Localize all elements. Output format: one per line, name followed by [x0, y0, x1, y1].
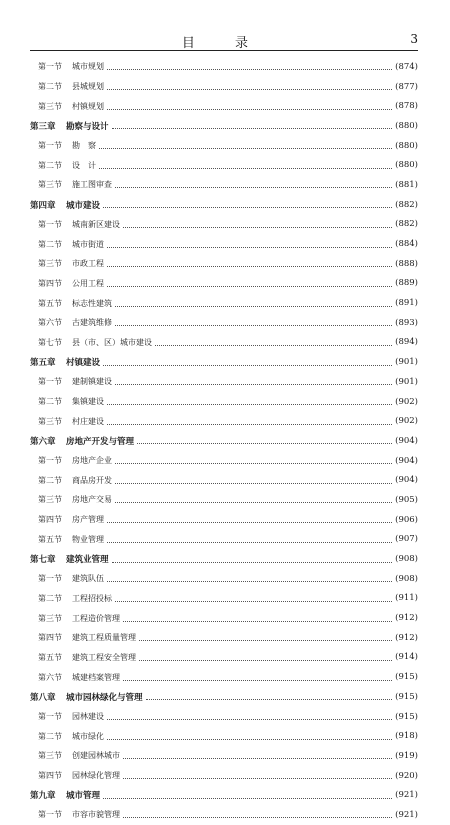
dot-leader	[115, 325, 392, 326]
toc-chapter-entry	[30, 549, 418, 569]
toc-entry-title: 勘 察	[72, 141, 96, 151]
toc-entry-page: (906)	[395, 514, 418, 525]
toc-entry-number: 第一节	[38, 456, 62, 466]
toc-section-entry	[30, 746, 418, 766]
dot-leader	[115, 187, 392, 188]
toc-entry-number: 第五节	[38, 534, 62, 544]
toc-entry-title: 城市街道	[72, 239, 104, 249]
toc-entry-title: 城市规划	[72, 62, 104, 72]
toc-entry-number: 第五节	[38, 652, 62, 662]
dot-leader	[103, 365, 392, 366]
toc-section-entry	[30, 96, 418, 116]
toc-entry-page: (921)	[395, 809, 418, 820]
toc-entry-number: 第二节	[38, 82, 62, 92]
toc-entry-page: (904)	[395, 435, 418, 446]
toc-entry-page: (911)	[395, 593, 418, 604]
toc-entry-number: 第二节	[38, 160, 62, 170]
toc-entry-page: (878)	[395, 101, 418, 112]
toc-section-entry	[30, 726, 418, 746]
toc-entry-title: 古建筑维修	[72, 318, 112, 328]
toc-entry-label	[30, 691, 143, 703]
dot-leader	[155, 345, 392, 346]
toc-entry-label	[30, 475, 112, 486]
toc-section-entry	[30, 707, 418, 727]
toc-section-entry	[30, 254, 418, 274]
toc-entry-title: 房地产开发与管理	[66, 436, 135, 447]
toc-entry-title: 工程造价管理	[72, 613, 120, 623]
toc-entry-title: 城建档案管理	[72, 672, 120, 682]
toc-entry-label	[30, 179, 112, 190]
toc-entry-page: (880)	[395, 140, 418, 151]
toc-section-entry	[30, 411, 418, 431]
toc-entry-page: (904)	[395, 475, 418, 486]
toc-section-entry	[30, 766, 418, 786]
toc-entry-label	[30, 298, 112, 309]
toc-section-entry	[30, 589, 418, 609]
toc-entry-label	[30, 120, 109, 132]
toc-entry-label	[30, 101, 104, 112]
toc-entry-number: 第一节	[38, 141, 62, 151]
toc-entry-page: (905)	[395, 494, 418, 505]
toc-entry-number: 第三节	[38, 495, 62, 505]
toc-entry-label	[30, 416, 104, 427]
dot-leader	[107, 719, 392, 720]
toc-entry-page: (918)	[395, 731, 418, 742]
toc-section-entry	[30, 333, 418, 353]
dot-leader	[107, 89, 392, 90]
toc-entry-title: 建筑工程质量管理	[72, 633, 136, 643]
toc-chapter-entry	[30, 785, 418, 805]
dot-leader	[107, 739, 392, 740]
toc-section-entry	[30, 490, 418, 510]
toc-entry-page: (912)	[395, 632, 418, 643]
toc-section-entry	[30, 372, 418, 392]
toc-entry-label	[30, 356, 100, 368]
toc-entry-page: (907)	[395, 534, 418, 545]
toc-entry-page: (874)	[395, 61, 418, 72]
dot-leader	[115, 463, 392, 464]
toc-chapter-entry	[30, 687, 418, 707]
toc-entry-title: 房地产企业	[72, 456, 112, 466]
toc-section-entry	[30, 155, 418, 175]
toc-entry-title: 村庄建设	[72, 416, 104, 426]
toc-entry-page: (877)	[395, 81, 418, 92]
dot-leader	[103, 207, 392, 208]
dot-leader	[107, 69, 392, 70]
dot-leader	[99, 168, 392, 169]
toc-entry-page: (908)	[395, 554, 418, 565]
toc-entry-label	[30, 337, 152, 348]
dot-leader	[112, 128, 393, 129]
toc-entry-page: (915)	[395, 711, 418, 722]
header-rule	[30, 50, 418, 51]
dot-leader	[115, 483, 392, 484]
dot-leader	[107, 522, 392, 523]
toc-entry-number: 第三章	[30, 121, 56, 132]
toc-entry-label	[30, 317, 112, 328]
dot-leader	[146, 699, 393, 700]
toc-entry-label	[30, 809, 120, 820]
toc-entry-number: 第二节	[38, 731, 62, 741]
dot-leader	[112, 562, 393, 563]
toc-entry-number: 第七节	[38, 337, 62, 347]
toc-entry-number: 第三节	[38, 101, 62, 111]
toc-entry-page: (919)	[395, 750, 418, 761]
toc-entry-number: 第六章	[30, 436, 56, 447]
toc-entry-number: 第四章	[30, 200, 56, 211]
toc-section-entry	[30, 392, 418, 412]
toc-entry-number: 第五章	[30, 358, 56, 369]
toc-entry-number: 第九章	[30, 791, 56, 802]
toc-chapter-entry	[30, 116, 418, 136]
toc-entry-title: 市容市貌管理	[72, 810, 120, 820]
toc-entry-title: 房地产交易	[72, 495, 112, 505]
toc-entry-title: 城市建设	[66, 200, 101, 211]
toc-entry-number: 第六节	[38, 318, 62, 328]
dot-leader	[123, 758, 392, 759]
toc-entry-title: 村镇规划	[72, 101, 104, 111]
toc-entry-label	[30, 239, 104, 250]
toc-entry-number: 第六节	[38, 672, 62, 682]
dot-leader	[107, 542, 392, 543]
toc-entry-title: 城市园林绿化与管理	[66, 692, 143, 703]
toc-entry-label	[30, 731, 104, 742]
toc-entry-page: (912)	[395, 613, 418, 624]
toc-entry-label	[30, 81, 104, 92]
toc-entry-page: (901)	[395, 376, 418, 387]
toc-entry-label	[30, 553, 109, 565]
toc-entry-number: 第三节	[38, 180, 62, 190]
toc-entry-label	[30, 160, 96, 171]
toc-entry-number: 第一节	[38, 219, 62, 229]
toc-entry-number: 第三节	[38, 613, 62, 623]
toc-entry-label	[30, 672, 120, 683]
toc-entry-number: 第七章	[30, 555, 56, 566]
toc-entry-number: 第四节	[38, 278, 62, 288]
toc-entry-title: 物业管理	[72, 534, 104, 544]
toc-section-entry	[30, 530, 418, 550]
toc-entry-page: (902)	[395, 416, 418, 427]
dot-leader	[107, 247, 392, 248]
dot-leader	[107, 286, 392, 287]
toc-entry-title: 工程招投标	[72, 593, 112, 603]
toc-entry-number: 第一节	[38, 574, 62, 584]
dot-leader	[115, 601, 392, 602]
dot-leader	[99, 148, 392, 149]
toc-entry-label	[30, 613, 120, 624]
toc-section-entry	[30, 136, 418, 156]
toc-entry-title: 市政工程	[72, 259, 104, 269]
toc-entry-title: 园林建设	[72, 712, 104, 722]
toc-entry-title: 建筑工程安全管理	[72, 652, 136, 662]
toc-entry-label	[30, 573, 104, 584]
toc-entry-title: 县（市、区）城市建设	[72, 337, 152, 347]
toc-entry-page: (880)	[395, 160, 418, 171]
toc-entry-title: 集镇建设	[72, 397, 104, 407]
toc-entry-label	[30, 258, 104, 269]
toc-entry-title: 设 计	[72, 160, 96, 170]
toc-entry-title: 创建园林城市	[72, 751, 120, 761]
toc-chapter-entry	[30, 195, 418, 215]
toc-entry-number: 第五节	[38, 298, 62, 308]
dot-leader	[115, 306, 392, 307]
toc-entry-number: 第二节	[38, 475, 62, 485]
toc-entry-page: (880)	[395, 120, 418, 131]
toc-entry-label	[30, 770, 120, 781]
toc-entry-number: 第四节	[38, 515, 62, 525]
dot-leader	[123, 817, 392, 818]
toc-section-entry	[30, 569, 418, 589]
toc-entry-title: 建筑队伍	[72, 574, 104, 584]
toc-section-entry	[30, 805, 418, 825]
toc-entry-label	[30, 455, 112, 466]
toc-section-entry	[30, 293, 418, 313]
toc-section-entry	[30, 274, 418, 294]
toc-entry-page: (882)	[395, 219, 418, 230]
toc-entry-page: (884)	[395, 239, 418, 250]
dot-leader	[123, 621, 392, 622]
dot-leader	[139, 660, 392, 661]
toc-entry-label	[30, 652, 136, 663]
toc-entry-page: (894)	[395, 337, 418, 348]
toc-section-entry	[30, 57, 418, 77]
toc-entry-page: (904)	[395, 455, 418, 466]
toc-entry-page: (881)	[395, 179, 418, 190]
dot-leader	[107, 404, 392, 405]
toc-entry-title: 公用工程	[72, 278, 104, 288]
toc-entry-title: 商品房开发	[72, 475, 112, 485]
toc-entry-page: (908)	[395, 573, 418, 584]
toc-entry-label	[30, 632, 136, 643]
toc-entry-number: 第八章	[30, 692, 56, 703]
toc-entry-label	[30, 514, 104, 525]
toc-entry-title: 县城规划	[72, 82, 104, 92]
toc-entry-label	[30, 376, 112, 387]
toc-entry-label	[30, 750, 120, 761]
toc-entry-page: (891)	[395, 298, 418, 309]
toc-entry-page: (889)	[395, 278, 418, 289]
toc-entry-title: 标志性建筑	[72, 298, 112, 308]
toc-entry-label	[30, 278, 104, 289]
toc-section-entry	[30, 667, 418, 687]
toc-chapter-entry	[30, 431, 418, 451]
toc-entry-label	[30, 789, 100, 801]
toc-entry-title: 城市管理	[66, 791, 101, 802]
toc-entry-title: 城市绿化	[72, 731, 104, 741]
toc-entry-page: (915)	[395, 691, 418, 702]
toc-entry-number: 第一节	[38, 712, 62, 722]
toc-entry-page: (882)	[395, 199, 418, 210]
toc-entry-label	[30, 711, 104, 722]
toc-entry-label	[30, 396, 104, 407]
toc-chapter-entry	[30, 352, 418, 372]
toc-section-entry	[30, 648, 418, 668]
toc-section-entry	[30, 313, 418, 333]
dot-leader	[103, 798, 392, 799]
toc-entry-number: 第四节	[38, 633, 62, 643]
toc-entry-label	[30, 435, 134, 447]
dot-leader	[107, 266, 392, 267]
toc-entry-page: (915)	[395, 672, 418, 683]
toc-entry-label	[30, 494, 112, 505]
toc-entry-title: 建筑业管理	[66, 555, 109, 566]
toc-section-entry	[30, 470, 418, 490]
toc-section-entry	[30, 451, 418, 471]
dot-leader	[123, 680, 392, 681]
toc-section-entry	[30, 234, 418, 254]
toc-entry-title: 建制镇建设	[72, 377, 112, 387]
toc-section-entry	[30, 77, 418, 97]
toc-entry-number: 第一节	[38, 810, 62, 820]
dot-leader	[139, 640, 392, 641]
toc-entry-page: (920)	[395, 770, 418, 781]
toc-entry-title: 城南新区建设	[72, 219, 120, 229]
toc-entry-number: 第二节	[38, 593, 62, 603]
toc-entry-title: 园林绿化管理	[72, 771, 120, 781]
toc-entry-page: (921)	[395, 790, 418, 801]
toc-section-entry	[30, 510, 418, 530]
toc-entry-label	[30, 534, 104, 545]
toc-entry-title: 施工图审查	[72, 180, 112, 190]
toc-entry-page: (893)	[395, 317, 418, 328]
toc-section-entry	[30, 215, 418, 235]
toc-entry-number: 第三节	[38, 751, 62, 761]
toc-entry-number: 第一节	[38, 377, 62, 387]
toc-entry-page: (902)	[395, 396, 418, 407]
dot-leader	[107, 424, 392, 425]
toc-entry-number: 第四节	[38, 771, 62, 781]
dot-leader	[107, 581, 392, 582]
toc-section-entry	[30, 628, 418, 648]
toc-entry-page: (914)	[395, 652, 418, 663]
toc-section-entry	[30, 608, 418, 628]
toc-entry-number: 第二节	[38, 397, 62, 407]
toc-entry-page: (901)	[395, 357, 418, 368]
toc-entry-title: 村镇建设	[66, 358, 101, 369]
toc-entry-label	[30, 219, 120, 230]
dot-leader	[115, 502, 392, 503]
dot-leader	[123, 227, 392, 228]
toc-entry-title: 房产管理	[72, 515, 104, 525]
dot-leader	[123, 778, 392, 779]
dot-leader	[115, 384, 392, 385]
toc-entry-number: 第二节	[38, 239, 62, 249]
toc-entry-number: 第三节	[38, 416, 62, 426]
dot-leader	[107, 109, 392, 110]
toc-entry-page: (888)	[395, 258, 418, 269]
page-number: 3	[410, 32, 418, 46]
table-of-contents	[30, 57, 418, 825]
toc-entry-label	[30, 61, 104, 72]
header-title: 目 录	[181, 36, 267, 51]
toc-section-entry	[30, 175, 418, 195]
toc-entry-label	[30, 140, 96, 151]
dot-leader	[137, 443, 392, 444]
toc-entry-label	[30, 199, 100, 211]
toc-entry-number: 第三节	[38, 259, 62, 269]
toc-entry-label	[30, 593, 112, 604]
toc-entry-number: 第一节	[38, 62, 62, 72]
running-header	[30, 28, 418, 50]
toc-entry-title: 勘察与设计	[66, 121, 109, 132]
